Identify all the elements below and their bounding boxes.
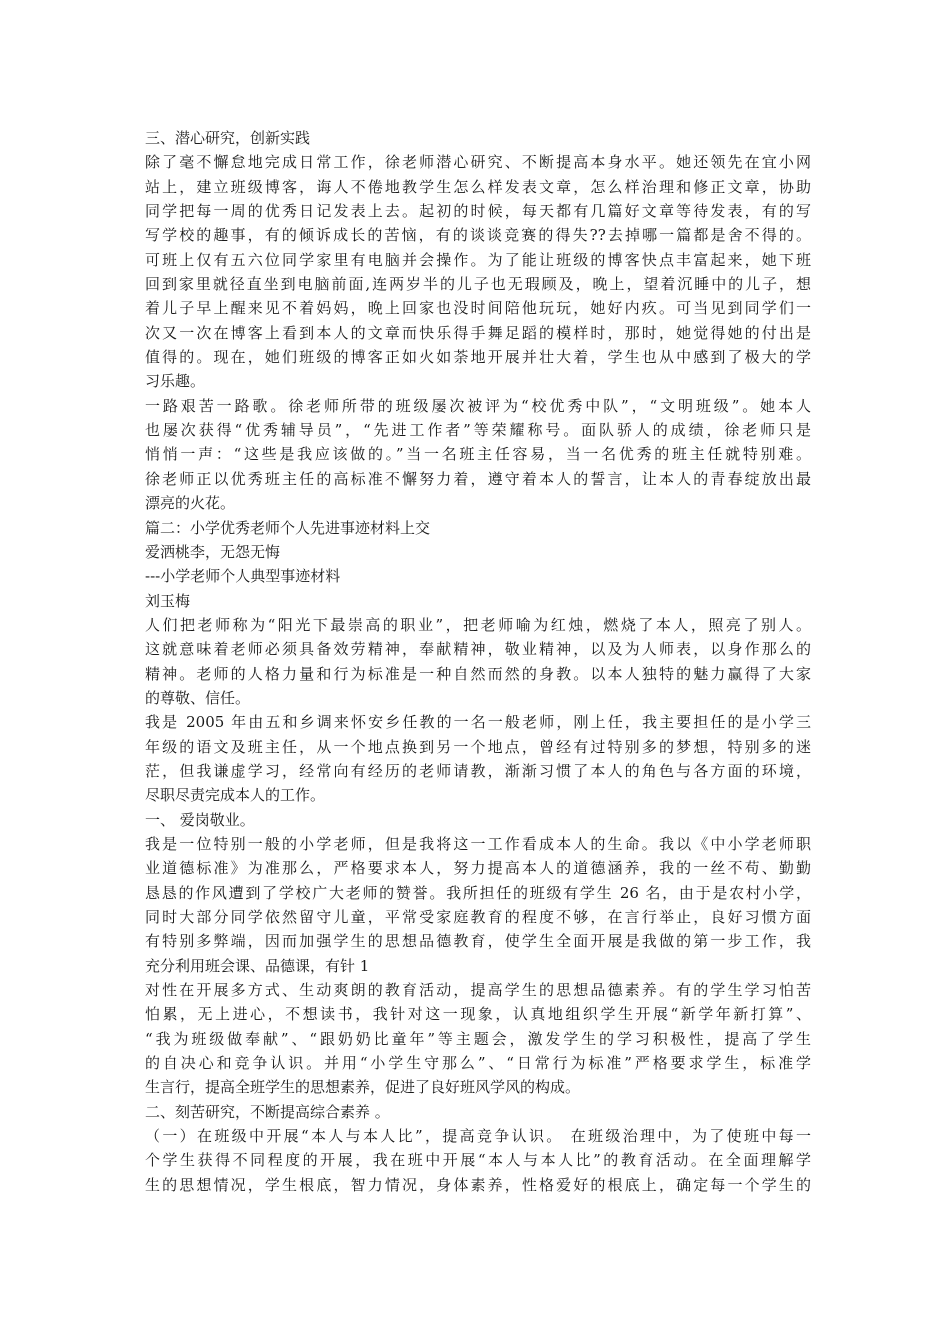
text-line: 漂亮的火花。 (145, 494, 236, 513)
text-line: 有特别多弊端，因而加强学生的思想品德教育，使学生全面开展是我做的第一步工作，我 (145, 932, 811, 951)
text-line: （一）在班级中开展“本人与本人比”，提高竞争认识。 在班级治理中，为了使班中每一 (145, 1127, 811, 1146)
document-page (145, 126, 811, 1197)
text-line: 也屡次获得“优秀辅导员”，“先进工作者”等荣耀称号。面队骄人的成绩，徐老师只是 (145, 421, 811, 440)
text-line: 充分利用班会课、品德课，有针 1 (145, 956, 370, 975)
text-line: 着儿子早上醒来见不着妈妈，晚上回家也没时间陪他玩玩，她好内疚。可当见到同学们一 (145, 299, 811, 318)
text-line: ---小学老师个人典型事迹材料 (145, 567, 341, 586)
text-line: 这就意味着老师必须具备效劳精神，奉献精神，敬业精神，以及为人师表，以身作那么的 (145, 640, 811, 659)
text-line: 悄悄一声：“这些是我应该做的。”当一名班主任容易，当一名优秀的班主任就特别难。 (145, 445, 811, 464)
text-line: 习乐趣。 (145, 372, 206, 391)
text-line: 我是一位特别一般的小学老师，但是我将这一工作看成本人的生命。我以《中小学老师职 (145, 834, 811, 853)
text-line: 对性在开展多方式、生动爽朗的教育活动，提高学生的思想品德素养。有的学生学习怕苦 (145, 981, 811, 1000)
text-line: 可班上仅有五六位同学家里有电脑并会操作。为了能让班级的博客快点丰富起来，她下班 (145, 250, 811, 269)
text-line: 三、潜心研究，创新实践 (145, 129, 311, 147)
text-line: 值得的。现在，她们班级的博客正如火如荼地开展并壮大着，学生也从中感到了极大的学 (145, 348, 811, 367)
text-line: 同时大部分同学依然留守儿童，平常受家庭教育的程度不够，在言行举止，良好习惯方面 (145, 908, 811, 926)
text-line: 茫，但我谦虚学习，经常向有经历的老师请教，渐渐习惯了本人的角色与各方面的环境， (145, 761, 811, 780)
text-line: 生言行，提高全班学生的思想素养，促进了良好班风学风的构成。 (145, 1078, 581, 1097)
text-line: 二、刻苦研究，不断提高综合素养 。 (145, 1102, 390, 1121)
text-line: 同学把每一周的优秀日记发表上去。起初的时候，每天都有几篇好文章等待发表，有的写 (145, 202, 811, 221)
text-line: “我为班级做奉献”、“跟奶奶比童年”等主题会，激发学生的学习积极性，提高了学生 (145, 1029, 811, 1048)
text-line: 我是 2005 年由五和乡调来怀安乡任教的一名一般老师，刚上任，我主要担任的是小学三 (145, 713, 811, 732)
text-line: 精神。老师的人格力量和行为标准是一种自然而然的身教。以本人独特的魅力赢得了大家 (145, 664, 811, 683)
text-line: 怕累，无上进心，不想读书，我针对这一现象，认真地组织学生开展“新学年新打算”、 (145, 1005, 811, 1024)
text-line: 人们把老师称为“阳光下最崇高的职业”，把老师喻为红烛，燃烧了本人，照亮了别人。 (145, 615, 811, 634)
text-line: 次又一次在博客上看到本人的文章而快乐得手舞足蹈的模样时，那时，她觉得她的付出是 (145, 323, 811, 342)
text-line: 生的思想情况，学生根底，智力情况，身体素养，性格爱好的根底上，确定每一个学生的 (145, 1175, 811, 1194)
text-line: 回到家里就径直坐到电脑前面,连两岁半的儿子也无瑕顾及，晚上，望着沉睡中的儿子，想 (145, 275, 811, 294)
text-line: 恳恳的作风遭到了学校广大老师的赞誉。我所担任的班级有学生 26 名，由于是农村小学， (145, 883, 811, 902)
text-line: 站上，建立班级博客，诲人不倦地教学生怎么样发表文章，怎么样治理和修正文章，协助 (145, 177, 811, 196)
text-line: 个学生获得不同程度的开展，我在班中开展“本人与本人比”的教育活动。在全面理解学 (145, 1151, 811, 1170)
text-line: 一、 爱岗敬业。 (145, 810, 255, 829)
text-line: 尽职尽责完成本人的工作。 (145, 786, 326, 805)
text-line: 业道德标准》为准那么，严格要求本人，努力提高本人的道德涵养，我的一丝不苟、勤勤 (145, 859, 811, 878)
text-line: 一路艰苦一路歌。徐老师所带的班级屡次被评为“校优秀中队”，“文明班级”。她本人 (145, 396, 811, 415)
text-line: 刘玉梅 (145, 591, 191, 610)
text-line: 篇二：小学优秀老师个人先进事迹材料上交 (145, 518, 431, 537)
text-line: 的尊敬、信任。 (145, 688, 251, 707)
text-line: 的自决心和竞争认识。并用“小学生守那么”、“日常行为标准”严格要求学生，标准学 (145, 1054, 811, 1073)
text-line: 写学校的趣事，有的倾诉成长的苦恼，有的谈谈竞赛的得失??去掉哪一篇都是舍不得的。 (145, 226, 811, 245)
text-line: 徐老师正以优秀班主任的高标准不懈努力着，遵守着本人的誓言，让本人的青春绽放出最 (145, 469, 811, 488)
text-line: 除了毫不懈怠地完成日常工作，徐老师潜心研究、不断提高本身水平。她还领先在宜小网 (145, 153, 811, 172)
text-line: 年级的语文及班主任，从一个地点换到另一个地点，曾经有过特别多的梦想，特别多的迷 (145, 737, 811, 756)
text-line: 爱洒桃李，无怨无悔 (145, 542, 281, 561)
